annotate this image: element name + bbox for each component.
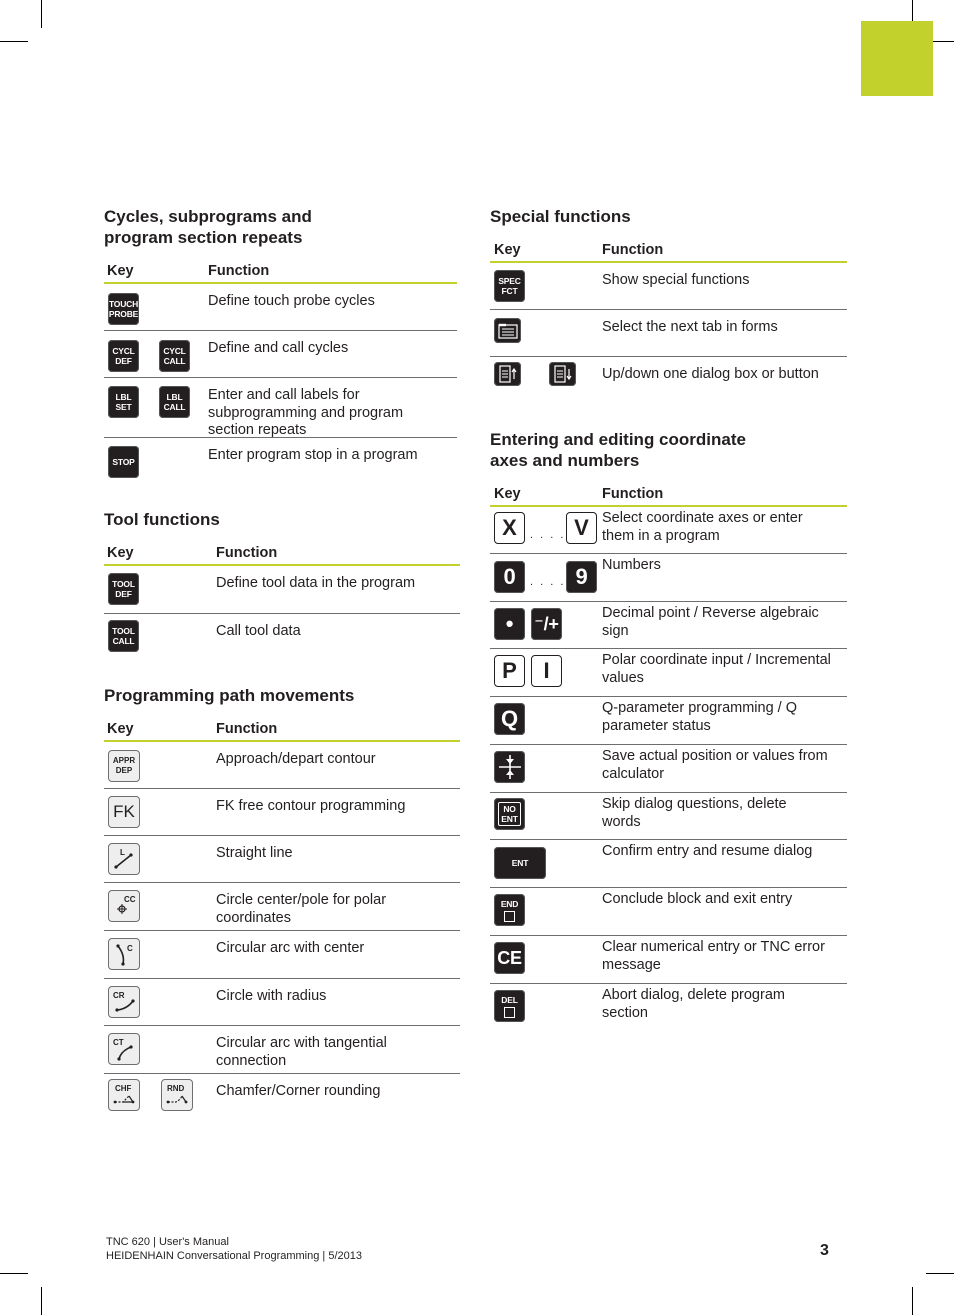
table-row xyxy=(104,789,460,836)
range-dots: . . . . xyxy=(530,529,566,541)
corner-rounding-icon xyxy=(162,1080,192,1110)
chapter-accent-tab xyxy=(861,21,933,96)
function-text: Select the next tab in forms xyxy=(602,319,778,335)
section-tool-functions xyxy=(104,509,460,646)
function-text: Circular arc with tangential connection xyxy=(216,1035,387,1069)
table-row xyxy=(490,649,847,697)
table-row xyxy=(104,438,457,484)
section-title: Tool functions xyxy=(104,510,220,529)
circle-radius-icon xyxy=(109,987,139,1017)
svg-text:RND: RND xyxy=(167,1084,185,1093)
rnd-key[interactable] xyxy=(161,1079,193,1111)
section-path-movements xyxy=(104,685,460,1099)
tool-call-key[interactable]: TOOL CALL xyxy=(108,620,139,652)
touch-probe-key[interactable]: TOUCH PROBE xyxy=(108,293,139,325)
crop-mark xyxy=(0,41,28,42)
table-header xyxy=(104,720,460,742)
function-text: Circular arc with center xyxy=(216,940,365,956)
axis-v-key[interactable]: V xyxy=(566,512,597,544)
cycl-def-key[interactable]: CYCL DEF xyxy=(108,340,139,372)
no-ent-key[interactable]: NO ENT xyxy=(494,798,525,830)
svg-text:C: C xyxy=(127,944,133,953)
svg-text:CT: CT xyxy=(113,1038,124,1047)
function-text: Conclude block and exit entry xyxy=(602,891,793,907)
function-text: Approach/depart contour xyxy=(216,751,376,767)
crop-mark xyxy=(41,0,42,28)
q-parameter-key[interactable]: Q xyxy=(494,703,525,735)
axis-x-key[interactable]: X xyxy=(494,512,525,544)
table-header xyxy=(490,485,847,507)
function-text: Define tool data in the program xyxy=(216,575,416,591)
table-row xyxy=(104,1074,460,1120)
footer xyxy=(106,1235,362,1263)
svg-text:CHF: CHF xyxy=(115,1084,132,1093)
table-header xyxy=(490,241,847,263)
section-title: Entering and editing coordinate axes and numbers xyxy=(490,430,746,470)
table-row xyxy=(490,745,847,793)
table-row xyxy=(104,284,457,331)
col-function: Function xyxy=(216,545,278,561)
ent-key[interactable]: ENT xyxy=(494,847,546,879)
table-row xyxy=(104,979,460,1026)
crop-mark xyxy=(0,1273,28,1274)
function-text: Decimal point / Reverse algebraic sign xyxy=(602,605,819,639)
table-row xyxy=(490,357,847,403)
function-text: Enter program stop in a program xyxy=(208,447,418,463)
col-function: Function xyxy=(602,486,664,502)
chf-key[interactable] xyxy=(108,1079,140,1111)
col-function: Function xyxy=(602,242,664,258)
function-text: Polar coordinate input / Incremental values xyxy=(602,652,831,686)
function-text: Abort dialog, delete program section xyxy=(602,987,785,1021)
function-text: Up/down one dialog box or button xyxy=(602,366,819,382)
function-text: Straight line xyxy=(216,845,293,861)
table-header xyxy=(104,544,460,566)
function-text: Define and call cycles xyxy=(208,340,349,356)
function-text: Chamfer/Corner rounding xyxy=(216,1083,381,1099)
table-row xyxy=(490,507,847,554)
section-title: Programming path movements xyxy=(104,686,355,705)
crop-mark xyxy=(41,1287,42,1315)
stop-key[interactable]: STOP xyxy=(108,446,139,478)
table-row xyxy=(104,614,460,660)
table-row xyxy=(104,331,457,378)
decimal-point-key[interactable]: • xyxy=(494,608,525,640)
polar-p-key[interactable]: P xyxy=(494,655,525,687)
table-row xyxy=(490,984,847,1031)
function-text: FK free contour programming xyxy=(216,798,406,814)
table-row xyxy=(490,840,847,888)
circular-arc-icon xyxy=(109,939,139,969)
section-title: Special functions xyxy=(490,207,631,226)
actual-position-key[interactable] xyxy=(494,751,525,783)
ce-key[interactable]: CE xyxy=(494,942,525,974)
col-function: Function xyxy=(216,721,278,737)
table-row xyxy=(490,793,847,840)
table-row xyxy=(490,602,847,649)
table-row xyxy=(104,931,460,979)
function-text: Circle with radius xyxy=(216,988,327,1004)
fk-key[interactable]: FK xyxy=(108,796,140,828)
actual-position-icon xyxy=(498,754,522,780)
function-text: Show special functions xyxy=(602,272,750,288)
appr-dep-key[interactable]: APPR DEP xyxy=(108,750,140,782)
table-row xyxy=(104,836,460,883)
line-key[interactable] xyxy=(108,843,140,875)
function-text: Select coordinate axes or enter them in a program xyxy=(602,510,803,544)
cr-key[interactable] xyxy=(108,986,140,1018)
crop-mark xyxy=(926,1273,954,1274)
function-text: Confirm entry and resume dialog xyxy=(602,843,813,859)
table-row xyxy=(490,888,847,936)
section-title: Cycles, subprograms and program section repeats xyxy=(104,207,312,247)
col-key: Key xyxy=(107,263,134,279)
col-key: Key xyxy=(107,545,134,561)
cc-key[interactable] xyxy=(108,890,140,922)
section-cycles xyxy=(104,206,457,467)
col-key: Key xyxy=(494,242,521,258)
spec-fct-key[interactable]: SPEC FCT xyxy=(494,270,525,302)
svg-text:L: L xyxy=(120,848,125,857)
table-row xyxy=(104,378,457,438)
del-key[interactable]: DEL xyxy=(494,990,525,1022)
table-row xyxy=(104,883,460,931)
number-9-key[interactable]: 9 xyxy=(566,561,597,593)
function-text: Skip dialog questions, delete words xyxy=(602,796,787,830)
table-row xyxy=(104,742,460,789)
table-row xyxy=(490,263,847,310)
function-text: Call tool data xyxy=(216,623,301,639)
dialog-down-key[interactable] xyxy=(549,362,576,386)
function-text: Circle center/pole for polar coordinates xyxy=(216,892,387,926)
footer-subtitle: HEIDENHAIN Conversational Programming | 5/2013 xyxy=(106,1250,362,1262)
crop-mark xyxy=(912,1287,913,1315)
next-tab-key[interactable] xyxy=(494,318,521,343)
col-key: Key xyxy=(107,721,134,737)
range-dots: . . . . xyxy=(530,576,566,588)
circle-c-key[interactable] xyxy=(108,938,140,970)
incremental-i-key[interactable]: I xyxy=(531,655,562,687)
function-text: Save actual position or values from calculator xyxy=(602,748,828,782)
tangential-arc-icon xyxy=(109,1034,139,1064)
table-header xyxy=(104,262,457,284)
function-text: Clear numerical entry or TNC error message xyxy=(602,939,825,973)
footer-manual-title: TNC 620 | User's Manual xyxy=(106,1236,229,1248)
lbl-call-key[interactable]: LBL CALL xyxy=(159,386,190,418)
page-number: 3 xyxy=(820,1242,829,1259)
end-key[interactable]: END xyxy=(494,894,525,926)
svg-text:CC: CC xyxy=(124,895,136,904)
function-text: Q-parameter programming / Q parameter status xyxy=(602,700,798,734)
function-text: Numbers xyxy=(602,557,661,573)
cycl-call-key[interactable]: CYCL CALL xyxy=(159,340,190,372)
dialog-up-icon xyxy=(498,365,518,383)
next-tab-icon xyxy=(498,323,518,339)
lbl-set-key[interactable]: LBL SET xyxy=(108,386,139,418)
function-text: Define touch probe cycles xyxy=(208,293,375,309)
tool-def-key[interactable]: TOOL DEF xyxy=(108,573,139,605)
function-text: Enter and call labels for subprogramming and program section repeats xyxy=(208,387,404,438)
table-row xyxy=(104,1026,460,1074)
number-0-key[interactable]: 0 xyxy=(494,561,525,593)
table-row xyxy=(490,697,847,745)
table-row xyxy=(490,936,847,984)
section-special-functions xyxy=(490,206,847,382)
table-row xyxy=(490,310,847,357)
col-function: Function xyxy=(208,263,270,279)
ct-key[interactable] xyxy=(108,1033,140,1065)
straight-line-icon xyxy=(109,844,139,874)
section-coordinate-entry xyxy=(490,429,847,1021)
table-row xyxy=(104,566,460,614)
table-row xyxy=(490,554,847,602)
dialog-up-key[interactable] xyxy=(494,362,521,386)
col-key: Key xyxy=(494,486,521,502)
circle-center-icon xyxy=(109,891,139,921)
svg-text:CR: CR xyxy=(113,991,125,1000)
chamfer-icon xyxy=(109,1080,139,1110)
sign-key[interactable]: ⁻/+ xyxy=(531,608,562,640)
dialog-down-icon xyxy=(553,365,573,383)
